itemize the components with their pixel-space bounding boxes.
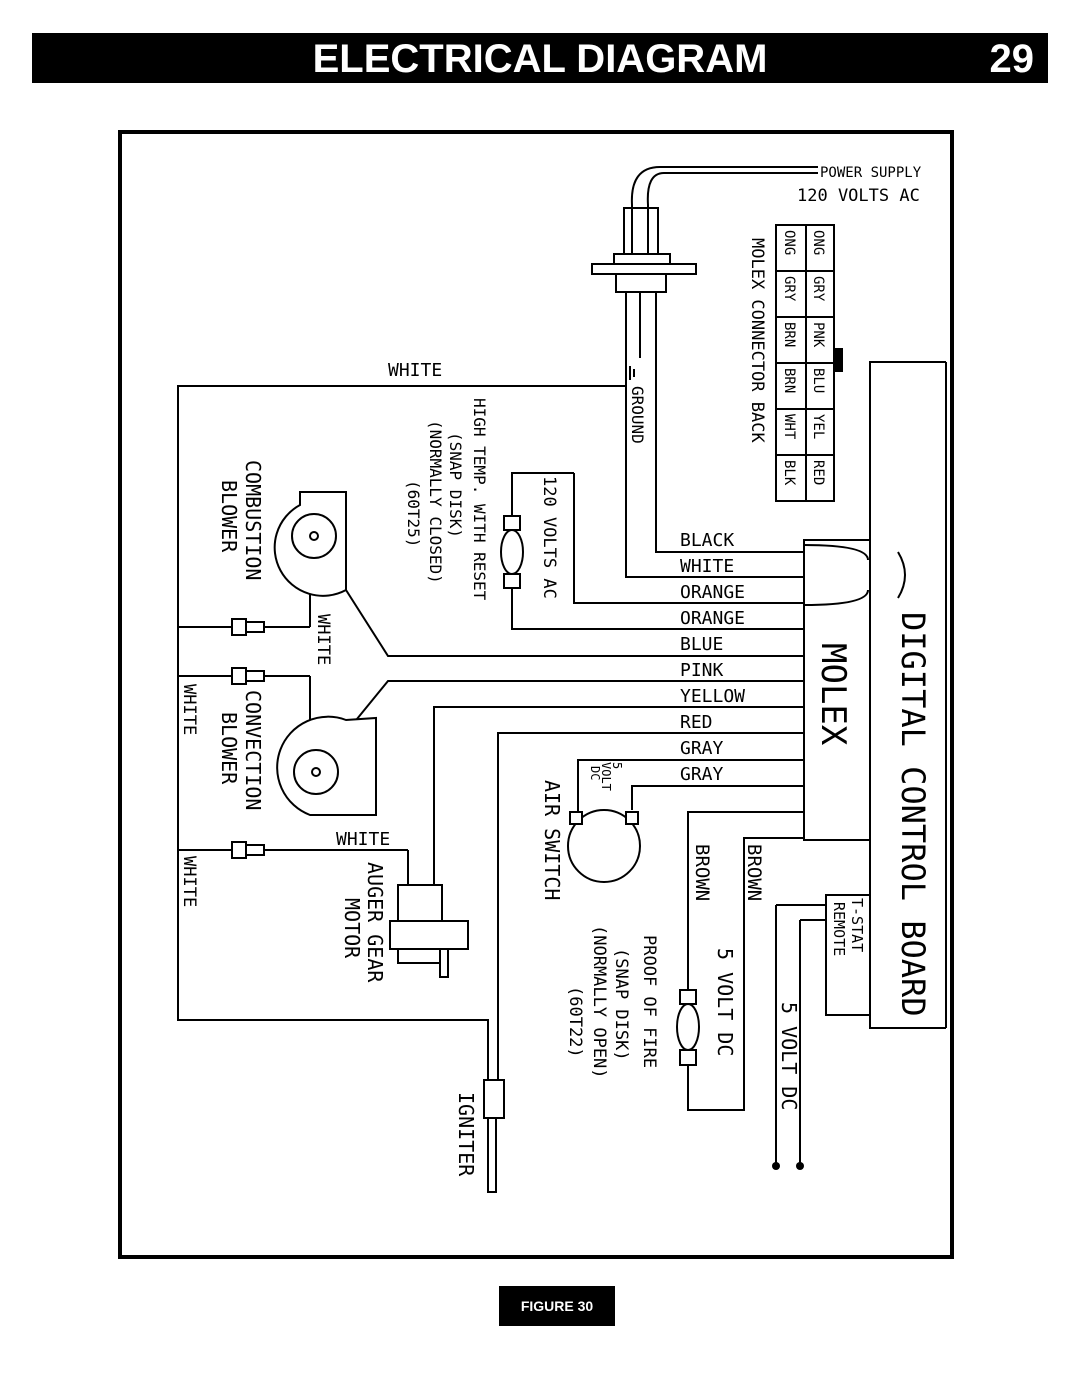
proof-of-fire-label: (60T22) <box>565 986 585 1058</box>
connector-cell: BLK <box>781 460 797 486</box>
auger-motor-label: AUGER GEAR <box>363 862 387 983</box>
molex-label: MOLEX <box>813 643 853 746</box>
tstat-voltage-label: 5 VOLT DC <box>777 1002 801 1111</box>
combustion-blower-label: COMBUSTION <box>241 460 265 581</box>
connector-cell: WHT <box>781 414 797 440</box>
white-wire-label: WHITE <box>179 684 199 736</box>
tstat-label: REMOTE <box>830 902 848 957</box>
ground-icon <box>626 292 640 386</box>
electrical-diagram <box>118 130 954 1259</box>
proof-of-fire-snap-disk-icon <box>677 990 699 1065</box>
combustion-blower-icon <box>275 492 346 596</box>
tstat-terminal-dot <box>772 1162 780 1170</box>
convection-blower-label: CONVECTION <box>241 690 265 811</box>
high-temp-label: (60T25) <box>404 480 423 548</box>
page-header <box>32 33 1048 83</box>
connector-row-1 <box>806 225 834 501</box>
power-supply-label: POWER SUPPLY <box>820 165 922 181</box>
white-wire-label: WHITE <box>179 856 199 908</box>
wire-label: ORANGE <box>680 608 746 629</box>
figure-caption: FIGURE 30 <box>499 1286 615 1326</box>
ground-label: GROUND <box>628 386 647 444</box>
high-temp-label: (SNAP DISK) <box>446 432 465 538</box>
page-title: ELECTRICAL DIAGRAM <box>312 37 768 81</box>
igniter-icon <box>484 1080 504 1192</box>
auger-motor-icon <box>390 885 468 977</box>
brown-wire-label: BROWN <box>691 844 713 902</box>
proof-of-fire-label: (SNAP DISK) <box>611 948 631 1061</box>
connector-cell: RED <box>810 460 826 486</box>
molex-connector-back-label: MOLEX CONNECTOR BACK <box>747 238 767 443</box>
high-temp-voltage-label: 120 VOLTS AC <box>539 476 559 599</box>
wire-label: ORANGE <box>680 582 746 603</box>
proof-of-fire-label: PROOF OF FIRE <box>639 935 659 1069</box>
connector-cell: BLU <box>810 368 826 394</box>
connector-cell: PNK <box>810 322 826 348</box>
proof-of-fire-voltage: 5 VOLT DC <box>713 948 737 1057</box>
board-label: DIGITAL CONTROL BOARD <box>894 612 932 1017</box>
igniter-label: IGNITER <box>454 1092 478 1177</box>
air-switch-label: AIR SWITCH <box>540 780 564 901</box>
wire-label: WHITE <box>680 556 735 577</box>
white-wire-label: WHITE <box>388 360 443 381</box>
wire-label: BLACK <box>680 530 735 551</box>
white-wire-label: WHITE <box>313 614 333 666</box>
page-number: 29 <box>989 37 1034 81</box>
air-switch-voltage: VOLT <box>599 762 613 791</box>
auger-motor-label: MOTOR <box>340 898 364 959</box>
white-wire-label: WHITE <box>336 829 391 850</box>
connector-cell: GRY <box>781 276 797 302</box>
connector-cell: GRY <box>810 276 826 302</box>
tstat-label: T-STAT <box>848 898 866 953</box>
power-cord <box>632 167 818 215</box>
convection-blower-label: BLOWER <box>217 712 241 785</box>
high-temp-label: HIGH TEMP. WITH RESET <box>470 398 489 601</box>
supply-voltage-label: 120 VOLTS AC <box>797 186 920 206</box>
connector-cell: YEL <box>810 414 826 440</box>
air-switch-icon <box>568 810 640 882</box>
connector-cell: BRN <box>781 368 797 394</box>
wire-label: BLUE <box>680 634 724 655</box>
wire-label: RED <box>680 712 713 733</box>
proof-of-fire-label: (NORMALLY OPEN) <box>589 925 609 1079</box>
high-temp-snap-disk-icon <box>501 473 574 600</box>
connector-row-2 <box>776 225 806 501</box>
combustion-blower-label: BLOWER <box>217 480 241 553</box>
air-switch-voltage: 5 <box>610 762 624 770</box>
wire-label: GRAY <box>680 764 724 785</box>
wire-orange-2 <box>512 600 804 629</box>
wire-label: YELLOW <box>680 686 746 707</box>
connector-cell: BRN <box>781 322 797 348</box>
air-switch-voltage: DC <box>588 766 602 781</box>
convection-blower-icon <box>277 717 376 815</box>
wire-label: GRAY <box>680 738 724 759</box>
tstat-terminal-dot <box>796 1162 804 1170</box>
connector-cell: ONG <box>810 230 826 256</box>
brown-wire-label: BROWN <box>743 844 765 902</box>
connector-cell: ONG <box>781 230 797 256</box>
molex-connector-table <box>776 225 843 501</box>
high-temp-label: (NORMALLY CLOSED) <box>426 420 445 584</box>
power-plug <box>592 208 696 292</box>
wire-label: PINK <box>680 660 724 681</box>
wire-gray-2 <box>632 786 804 810</box>
